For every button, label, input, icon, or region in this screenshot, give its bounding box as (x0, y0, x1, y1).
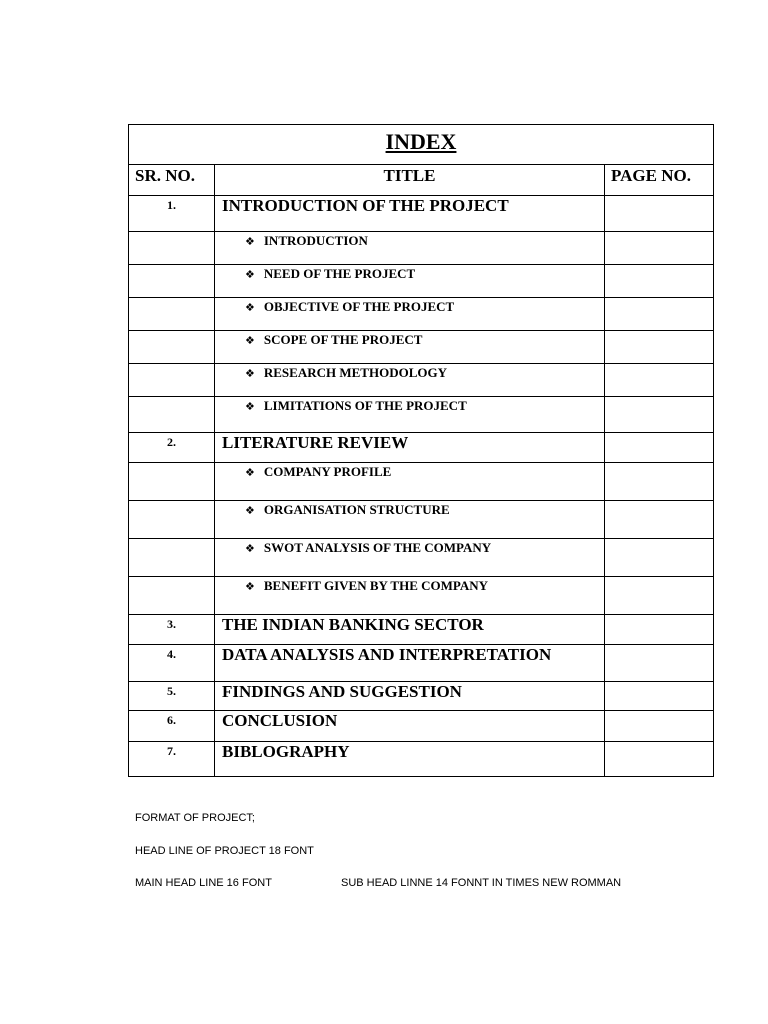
row-sr-no: 7. (129, 742, 215, 777)
row-title-cell (215, 539, 605, 577)
row-title-cell (215, 577, 605, 615)
row-sr-no (129, 501, 215, 539)
row-title-cell (215, 265, 605, 298)
row-sr-no: 4. (129, 645, 215, 682)
index-table (128, 124, 714, 777)
row-title-cell: INTRODUCTION OF THE PROJECT (215, 196, 605, 232)
row-sr-no (129, 539, 215, 577)
row-title-cell: CONCLUSION (215, 711, 605, 742)
diamond-bullet-icon: ❖ (245, 268, 255, 281)
subsection-label: LIMITATIONS OF THE PROJECT (263, 398, 467, 413)
row-page-no (605, 232, 714, 265)
row-title-cell (215, 397, 605, 433)
row-page-no (605, 539, 714, 577)
row-title-cell (215, 232, 605, 265)
subsection-label: BENEFIT GIVEN BY THE COMPANY (263, 578, 489, 593)
row-page-no (605, 265, 714, 298)
diamond-bullet-icon: ❖ (245, 580, 255, 593)
section-row (129, 645, 714, 682)
diamond-bullet-icon: ❖ (245, 334, 255, 347)
row-sr-no (129, 463, 215, 501)
section-row (129, 433, 714, 463)
subsection-label: SWOT ANALYSIS OF THE COMPANY (263, 540, 492, 555)
row-page-no (605, 433, 714, 463)
row-title-cell: FINDINGS AND SUGGESTION (215, 682, 605, 711)
row-page-no (605, 682, 714, 711)
row-page-no (605, 615, 714, 645)
column-header-row (129, 165, 714, 196)
row-title-cell (215, 298, 605, 331)
section-row (129, 711, 714, 742)
row-sr-no (129, 298, 215, 331)
subsection-row (129, 539, 714, 577)
row-sr-no: 3. (129, 615, 215, 645)
diamond-bullet-icon: ❖ (245, 542, 255, 555)
subsection-row (129, 265, 714, 298)
subsection-row (129, 397, 714, 433)
subsection-row (129, 232, 714, 265)
header-sr-no: SR. NO. (129, 165, 215, 196)
diamond-bullet-icon: ❖ (245, 504, 255, 517)
row-page-no (605, 196, 714, 232)
row-page-no (605, 645, 714, 682)
subsection-row (129, 501, 714, 539)
subsection-row (129, 577, 714, 615)
row-page-no (605, 501, 714, 539)
row-sr-no (129, 577, 215, 615)
subsection-label: COMPANY PROFILE (263, 464, 392, 479)
row-sr-no (129, 364, 215, 397)
row-page-no (605, 364, 714, 397)
format-note-sub-headline: SUB HEAD LINNE 14 FONNT IN TIMES NEW ROMMAN (341, 877, 622, 889)
row-page-no (605, 331, 714, 364)
subsection-row (129, 463, 714, 501)
subsection-row (129, 331, 714, 364)
row-page-no (605, 298, 714, 331)
diamond-bullet-icon: ❖ (245, 466, 255, 479)
row-sr-no (129, 331, 215, 364)
diamond-bullet-icon: ❖ (245, 301, 255, 314)
row-title-cell (215, 364, 605, 397)
row-page-no (605, 577, 714, 615)
format-note-main-headline: MAIN HEAD LINE 16 FONT (135, 877, 272, 889)
section-row (129, 615, 714, 645)
subsection-label: INTRODUCTION (263, 233, 368, 248)
row-sr-no (129, 397, 215, 433)
format-note-heading: FORMAT OF PROJECT; (135, 812, 255, 824)
row-sr-no: 1. (129, 196, 215, 232)
subsection-label: RESEARCH METHODOLOGY (263, 365, 447, 380)
diamond-bullet-icon: ❖ (245, 367, 255, 380)
section-row (129, 742, 714, 777)
row-title-cell: THE INDIAN BANKING SECTOR (215, 615, 605, 645)
row-sr-no: 5. (129, 682, 215, 711)
diamond-bullet-icon: ❖ (245, 400, 255, 413)
row-title-cell (215, 501, 605, 539)
diamond-bullet-icon: ❖ (245, 235, 255, 248)
header-title: TITLE (215, 165, 605, 196)
row-sr-no: 2. (129, 433, 215, 463)
row-title-cell: DATA ANALYSIS AND INTERPRETATION (215, 645, 605, 682)
index-title: INDEX (129, 125, 714, 165)
row-sr-no (129, 232, 215, 265)
subsection-row (129, 298, 714, 331)
row-title-cell: BIBLOGRAPHY (215, 742, 605, 777)
section-row (129, 196, 714, 232)
row-title-cell (215, 463, 605, 501)
subsection-row (129, 364, 714, 397)
header-page-no: PAGE NO. (605, 165, 714, 196)
row-title-cell (215, 331, 605, 364)
row-page-no (605, 711, 714, 742)
subsection-label: OBJECTIVE OF THE PROJECT (263, 299, 455, 314)
row-sr-no: 6. (129, 711, 215, 742)
row-page-no (605, 463, 714, 501)
format-note-headline: HEAD LINE OF PROJECT 18 FONT (135, 845, 314, 857)
row-sr-no (129, 265, 215, 298)
row-page-no (605, 742, 714, 777)
section-row (129, 682, 714, 711)
row-page-no (605, 397, 714, 433)
index-title-row (129, 125, 714, 165)
subsection-label: ORGANISATION STRUCTURE (263, 502, 450, 517)
subsection-label: NEED OF THE PROJECT (263, 266, 416, 281)
row-title-cell: LITERATURE REVIEW (215, 433, 605, 463)
subsection-label: SCOPE OF THE PROJECT (263, 332, 423, 347)
